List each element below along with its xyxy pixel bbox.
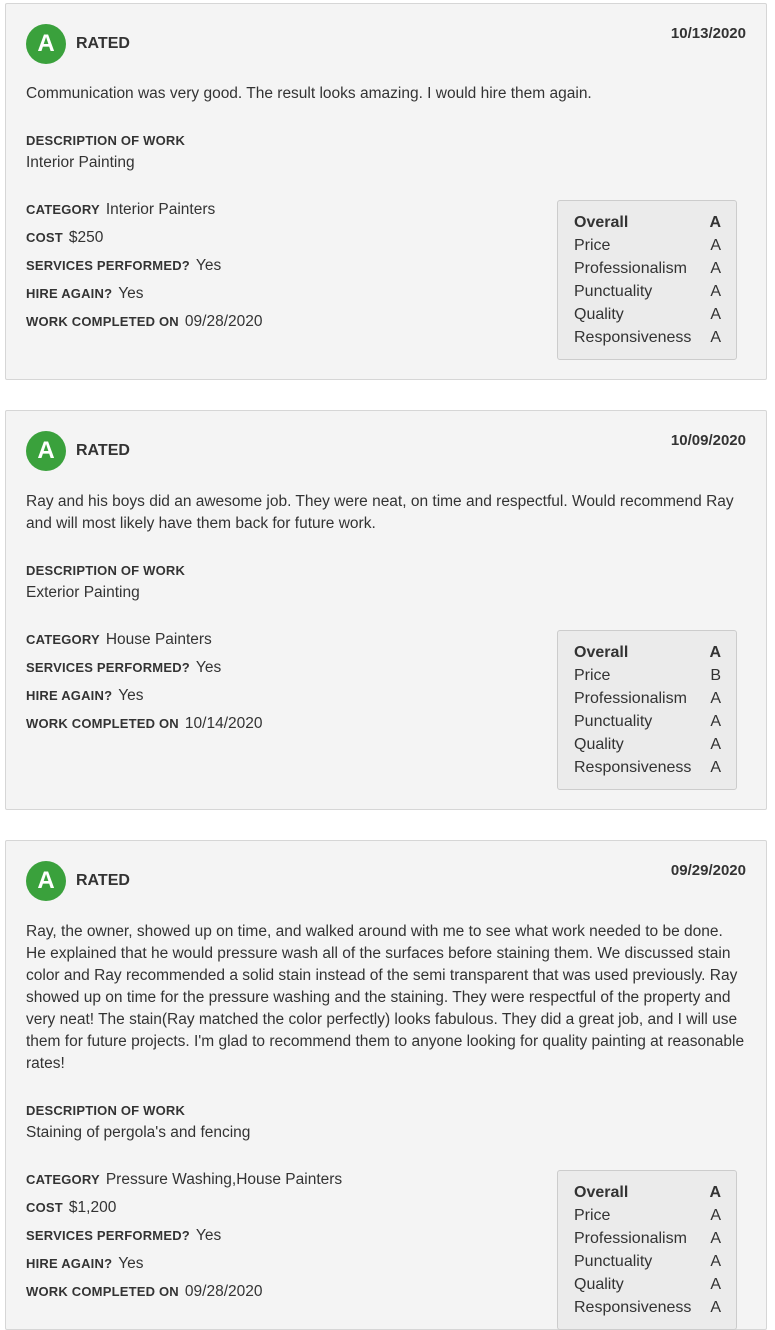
detail-category: CATEGORY Pressure Washing,House Painters	[26, 1171, 343, 1188]
rating-row-professionalism: Professionalism A	[574, 690, 721, 707]
rated-label: RATED	[76, 872, 130, 889]
rating-row-responsiveness: Responsiveness A	[574, 329, 721, 346]
review-date: 09/29/2020	[670, 862, 746, 879]
rated-label: RATED	[76, 35, 130, 52]
review-text: Communication was very good. The result looks amazing. I would hire them again.	[26, 85, 592, 102]
detail-cost: COST $1,200	[26, 1199, 117, 1216]
detail-hire-again: HIRE AGAIN? Yes	[26, 687, 144, 704]
review-date: 10/13/2020	[670, 25, 746, 42]
ratings-box	[557, 1170, 737, 1330]
description-label: DESCRIPTION OF WORK	[26, 133, 186, 148]
review-card	[5, 3, 767, 380]
rating-row-quality: Quality A	[574, 736, 721, 753]
rating-row-professionalism: Professionalism A	[574, 1230, 721, 1247]
description-label: DESCRIPTION OF WORK	[26, 563, 186, 578]
detail-work-completed: WORK COMPLETED ON 09/28/2020	[26, 1283, 263, 1300]
review-text: Ray and his boys did an awesome job. They were neat, on time and respectful. Would recommend Ray and will most likely have them back for future work.	[26, 493, 734, 532]
detail-work-completed: WORK COMPLETED ON 09/28/2020	[26, 313, 263, 330]
description-value: Exterior Painting	[26, 584, 140, 601]
detail-cost: COST $250	[26, 229, 104, 246]
detail-category: CATEGORY Interior Painters	[26, 201, 216, 218]
rating-row-punctuality: Punctuality A	[574, 283, 721, 300]
detail-hire-again: HIRE AGAIN? Yes	[26, 285, 144, 302]
rating-row-responsiveness: Responsiveness A	[574, 759, 721, 776]
review-card	[5, 410, 767, 810]
rating-row-overall: Overall A	[574, 1184, 721, 1201]
rating-row-professionalism: Professionalism A	[574, 260, 721, 277]
rating-row-price: Price B	[574, 667, 721, 684]
grade-badge: A	[26, 24, 66, 64]
rating-row-overall: Overall A	[574, 214, 721, 231]
rating-row-responsiveness: Responsiveness A	[574, 1299, 721, 1316]
grade-badge: A	[26, 861, 66, 901]
description-label: DESCRIPTION OF WORK	[26, 1103, 186, 1118]
review-date: 10/09/2020	[670, 432, 746, 449]
ratings-box	[557, 630, 737, 790]
ratings-box	[557, 200, 737, 360]
detail-services-performed: SERVICES PERFORMED? Yes	[26, 257, 222, 274]
detail-hire-again: HIRE AGAIN? Yes	[26, 1255, 144, 1272]
detail-services-performed: SERVICES PERFORMED? Yes	[26, 1227, 222, 1244]
review-card	[5, 840, 767, 1330]
description-value: Staining of pergola's and fencing	[26, 1124, 251, 1141]
rating-row-price: Price A	[574, 237, 721, 254]
detail-services-performed: SERVICES PERFORMED? Yes	[26, 659, 222, 676]
rating-row-price: Price A	[574, 1207, 721, 1224]
rating-row-punctuality: Punctuality A	[574, 1253, 721, 1270]
detail-work-completed: WORK COMPLETED ON 10/14/2020	[26, 715, 263, 732]
rating-row-punctuality: Punctuality A	[574, 713, 721, 730]
description-value: Interior Painting	[26, 154, 135, 171]
rated-label: RATED	[76, 442, 130, 459]
rating-row-quality: Quality A	[574, 306, 721, 323]
grade-badge: A	[26, 431, 66, 471]
detail-category: CATEGORY House Painters	[26, 631, 212, 648]
review-text: Ray, the owner, showed up on time, and walked around with me to see what work needed to be done. He explained that he would pressure wash all of the surfaces before staining them. We discussed stain color and Ray recommended a solid stain instead of the semi transparent that was used previously. Ray showed up on time for the pressure washing and the staining. They were respectful of the property and very neat! The stain(Ray matched the color perfectly) looks fabulous. They did a great job, and I will use them for future projects. I'm glad to recommend them to anyone looking for quality painting at reasonable rates!	[26, 923, 745, 1072]
rating-row-quality: Quality A	[574, 1276, 721, 1293]
rating-row-overall: Overall A	[574, 644, 721, 661]
